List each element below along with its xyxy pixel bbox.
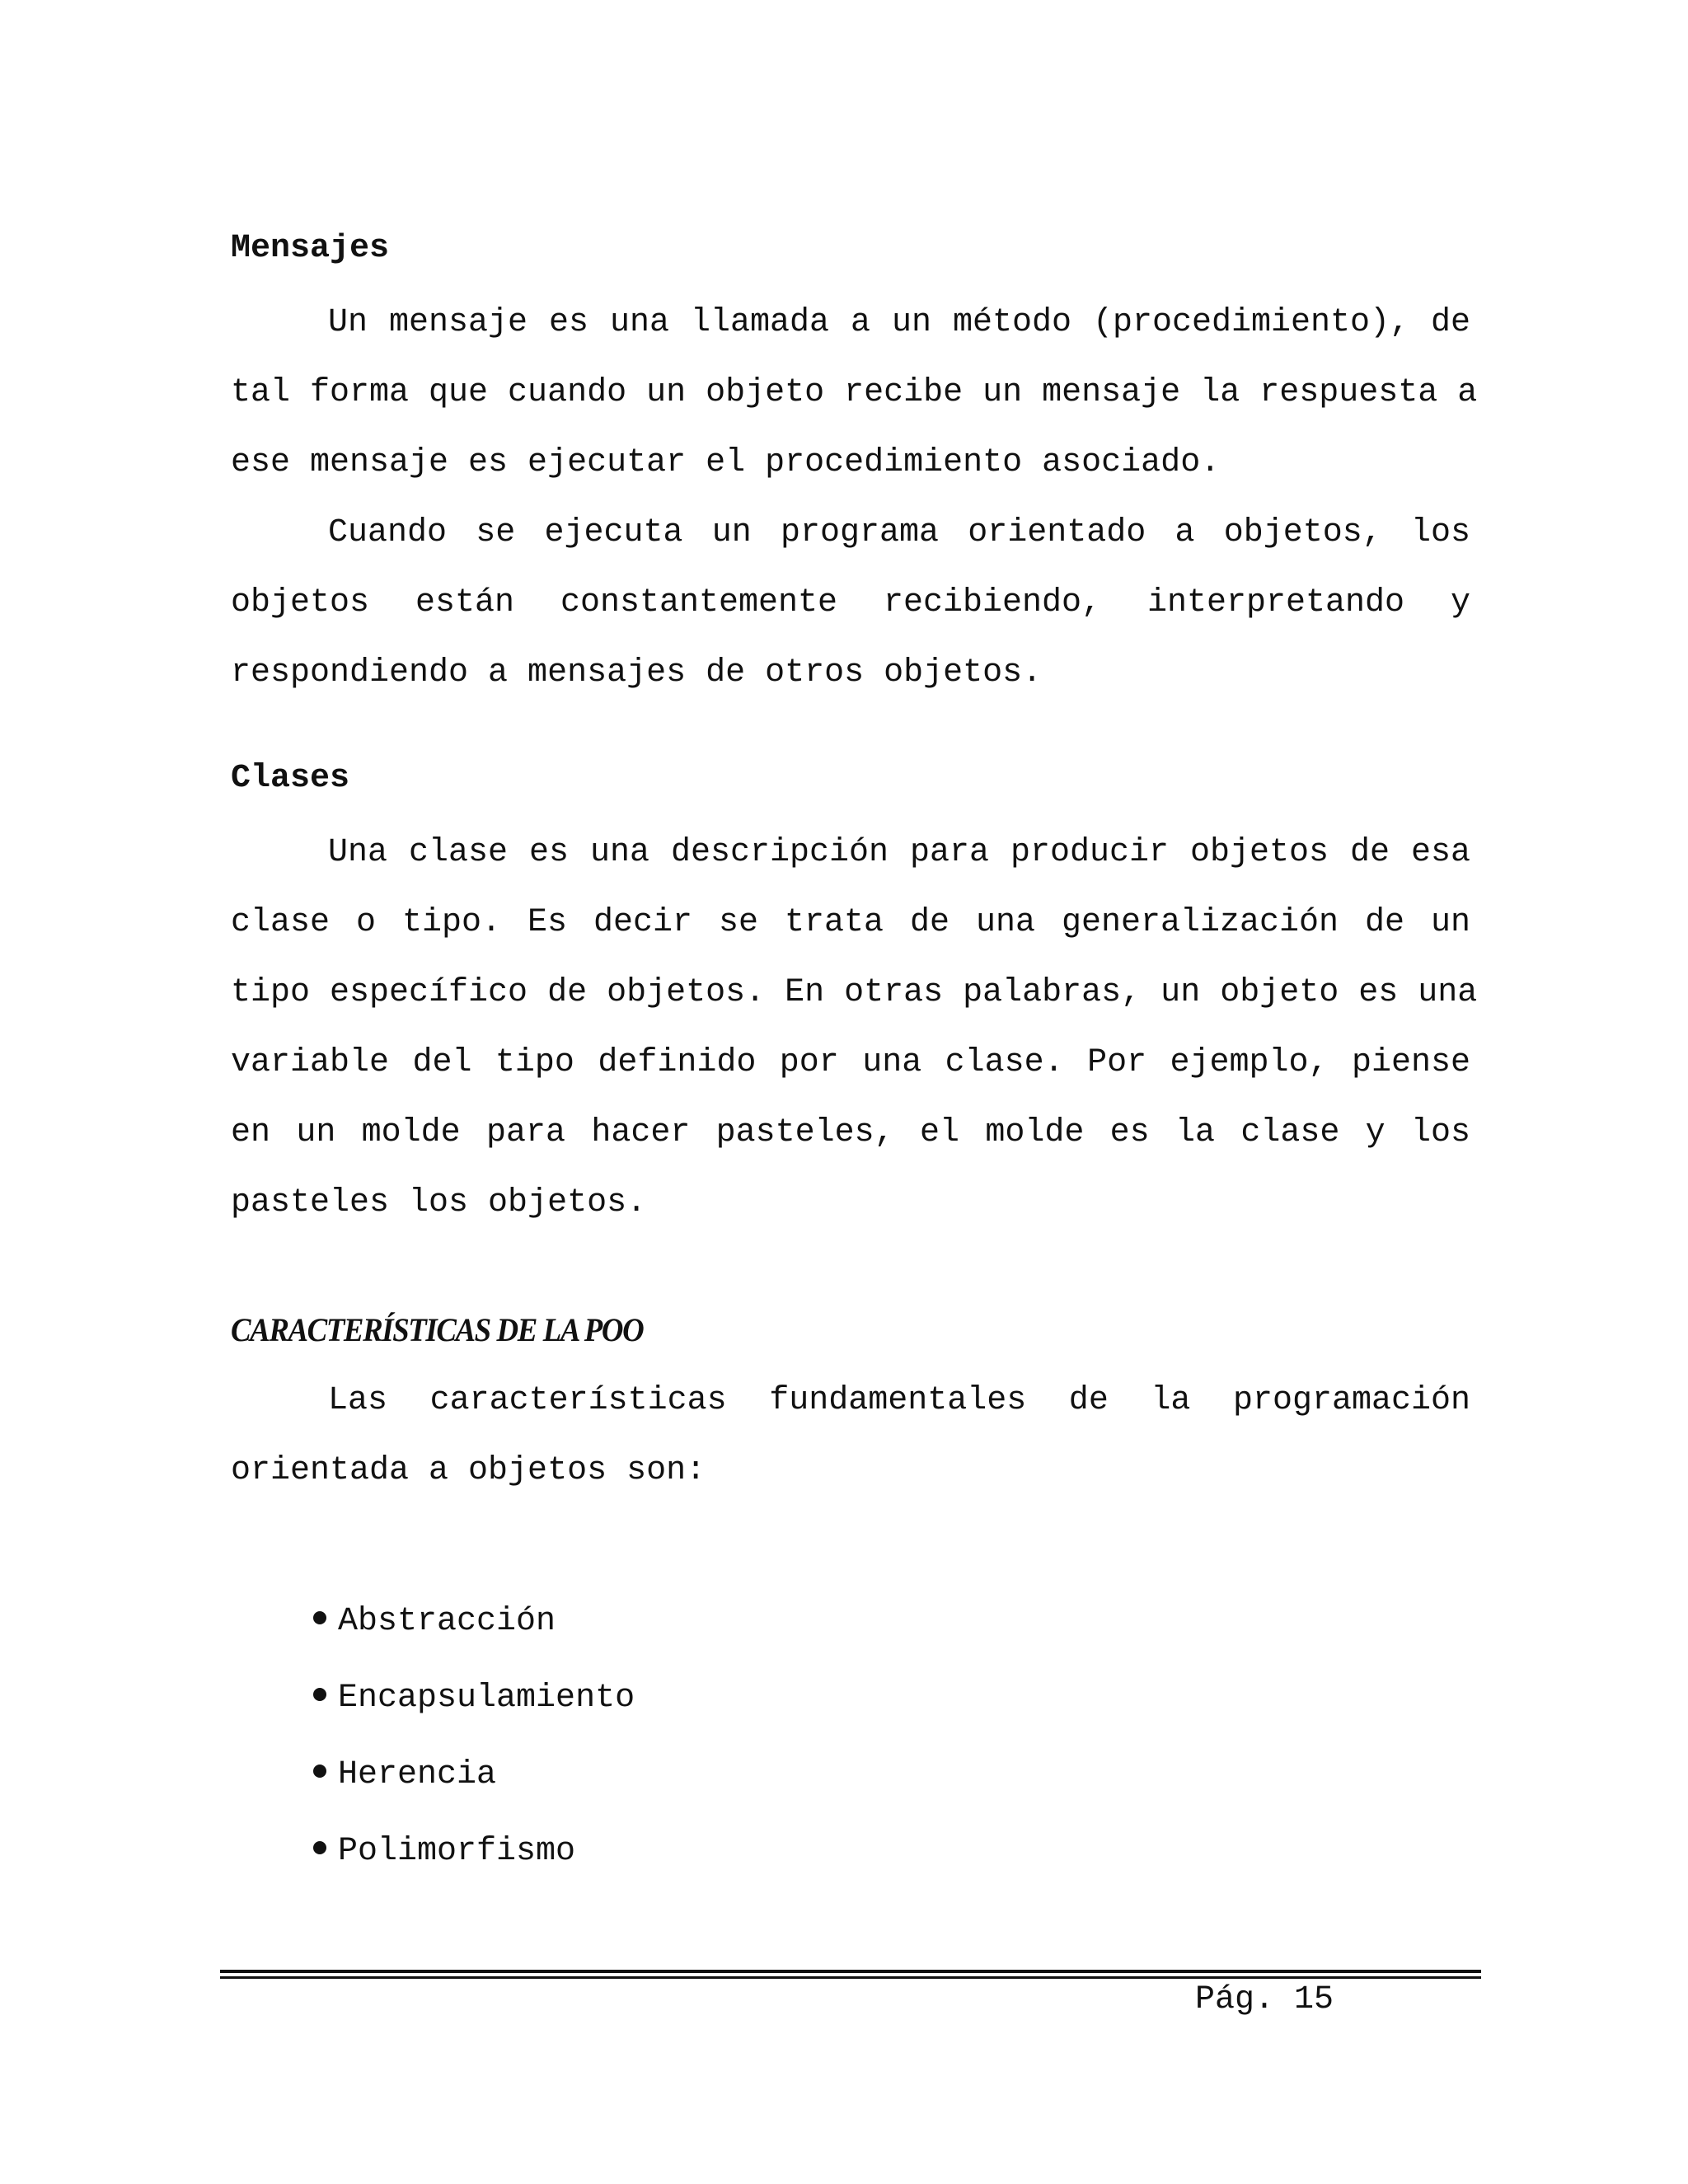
bullet-icon [313,1841,326,1854]
paragraph-line: tipo específico de objetos. En otras palabras, un objeto es una [231,974,1478,1011]
list-item-text: Abstracción [338,1603,556,1640]
heading-mensajes: Mensajes [231,230,390,267]
paragraph-line: tal forma que cuando un objeto recibe un mensaje la respuesta a [231,374,1478,411]
paragraph-line: Las características fundamentales de la programación [328,1382,1470,1419]
bullet-icon [313,1765,326,1778]
paragraph-line: objetos están constantemente recibiendo, interpretando y [231,584,1470,621]
heading-clases: Clases [231,760,350,797]
paragraph-line: ese mensaje es ejecutar el procedimiento asociado. [231,444,1221,481]
footer-divider [220,1970,1481,1973]
list-item-text: Herencia [338,1756,497,1793]
paragraph-line: pasteles los objetos. [231,1184,647,1221]
list-item [231,1793,575,1911]
section-title-caracteristicas: CARACTERÍSTICAS DE LA POO [231,1311,644,1348]
page-number: Pág. 15 [1195,1981,1334,2018]
list-item-text: Polimorfismo [338,1833,576,1870]
paragraph-line: Una clase es una descripción para producir objetos de esa [328,834,1470,871]
list-item-text: Encapsulamiento [338,1680,635,1717]
paragraph-line: orientada a objetos son: [231,1452,706,1489]
paragraph-line: Un mensaje es una llamada a un método (procedimiento), de [328,304,1470,341]
bullet-icon [313,1688,326,1701]
paragraph-line: en un molde para hacer pasteles, el molde es la clase y los [231,1114,1470,1151]
paragraph-line: clase o tipo. Es decir se trata de una generalización de un [231,904,1470,941]
paragraph-line: respondiendo a mensajes de otros objetos. [231,654,1043,691]
bullet-icon [313,1611,326,1624]
paragraph-line: variable del tipo definido por una clase. Por ejemplo, piense [231,1044,1470,1081]
paragraph-line: Cuando se ejecuta un programa orientado a objetos, los [328,514,1470,551]
footer-divider [220,1976,1481,1979]
